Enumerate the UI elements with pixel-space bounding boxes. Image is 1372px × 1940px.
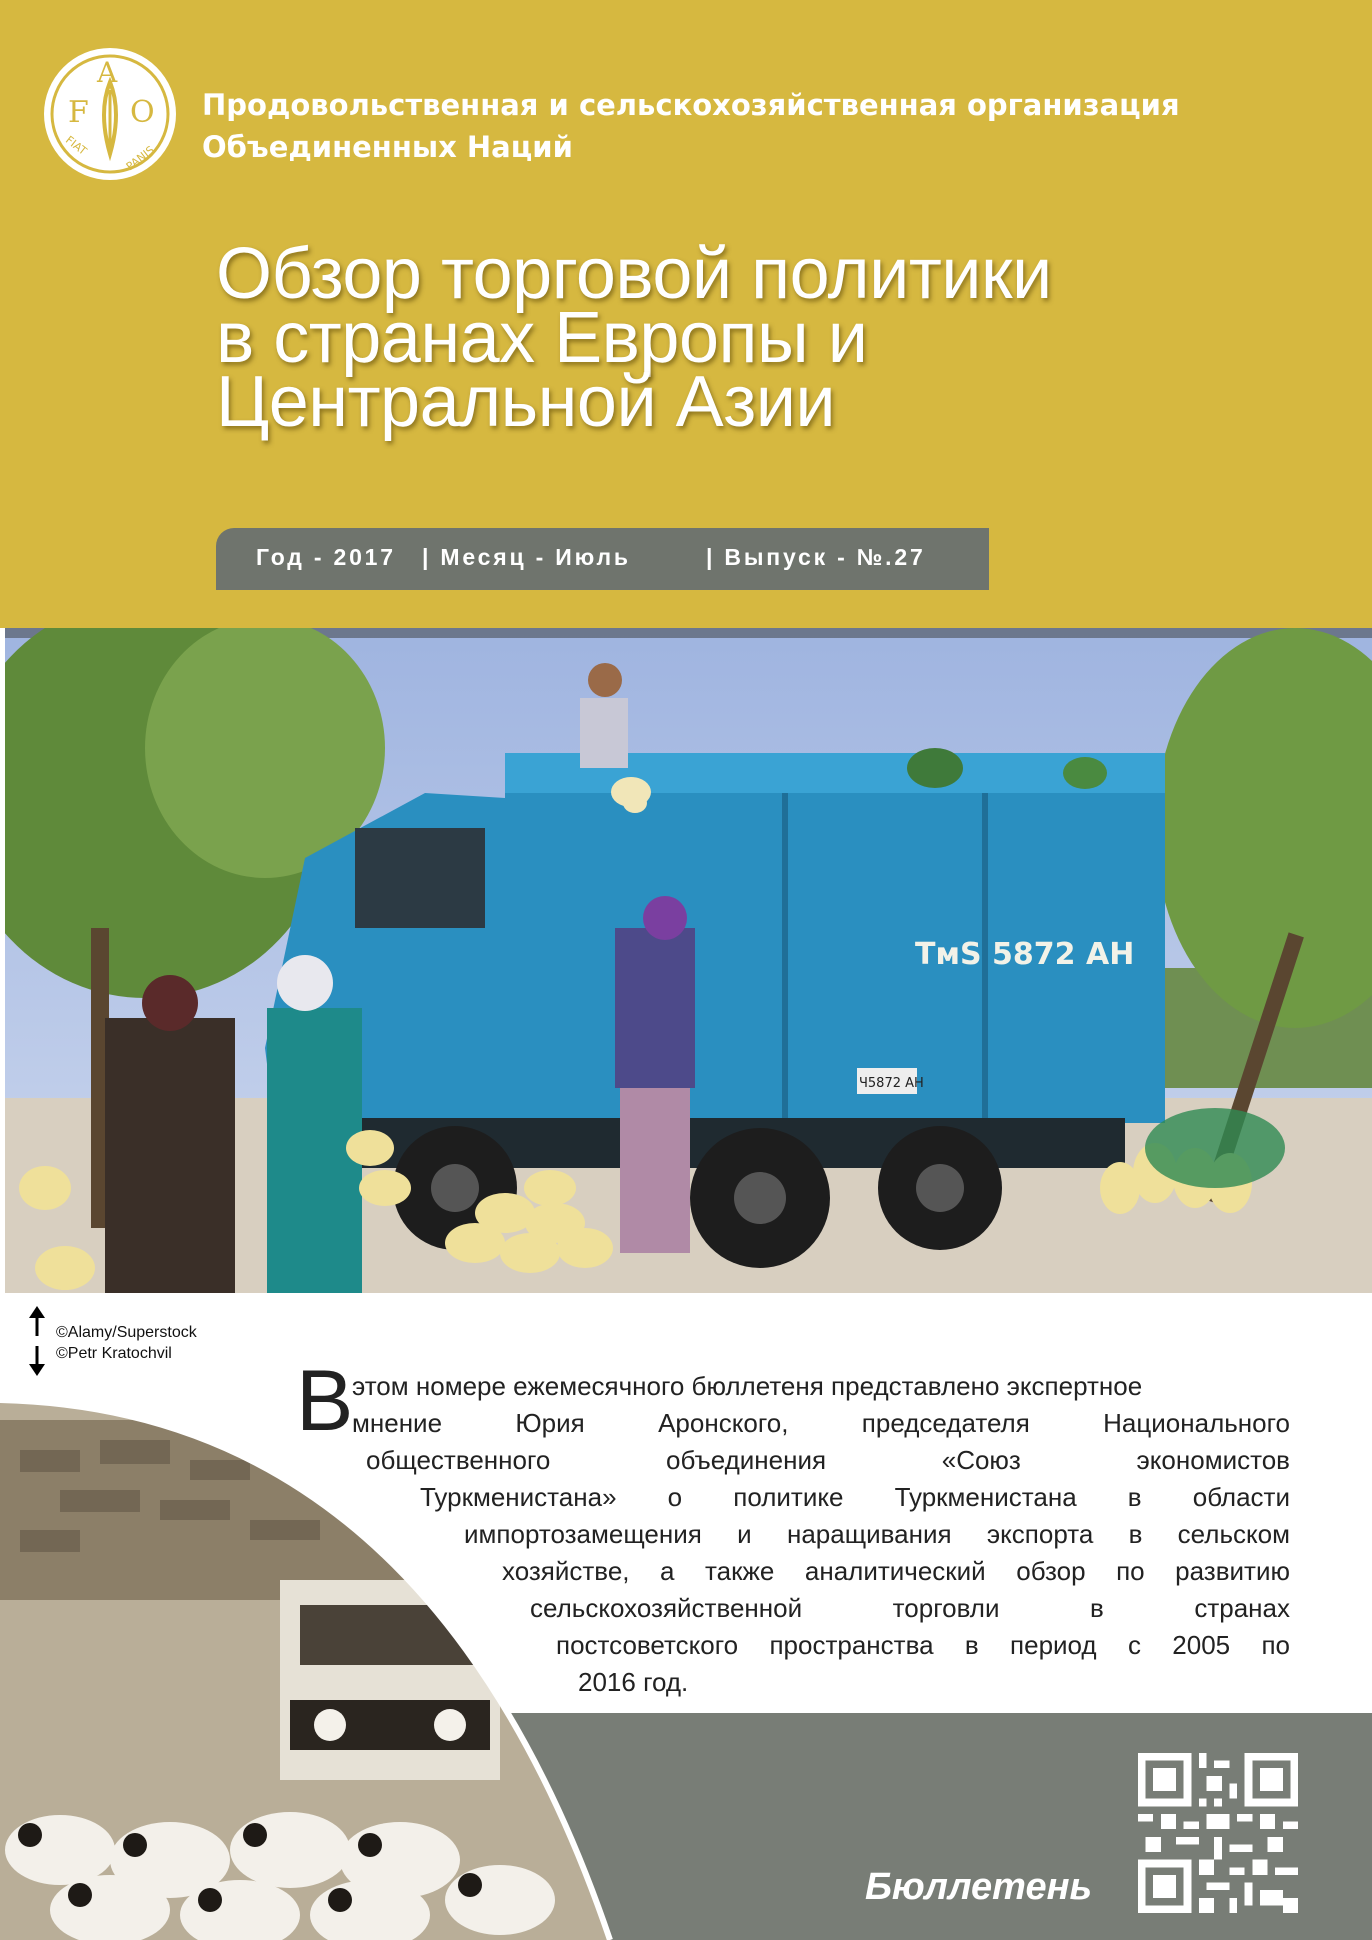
qr-code-icon xyxy=(1138,1753,1298,1913)
svg-text:PANIS: PANIS xyxy=(123,143,157,174)
title-line-2: в странах Европы и xyxy=(216,298,868,378)
intro-line-8: постсоветского пространства в период с 2005 по xyxy=(556,1630,1290,1660)
intro-line-6: хозяйстве, а также аналитический обзор по развитию xyxy=(502,1556,1290,1586)
intro-line-3: общественного объединения «Союз экономистов xyxy=(366,1445,1290,1475)
credit-arrows-icon xyxy=(22,1306,52,1376)
svg-text:F: F xyxy=(68,95,89,130)
intro-paragraph xyxy=(230,1353,1290,1698)
svg-text:A: A xyxy=(97,56,118,89)
publication-title xyxy=(216,234,1052,442)
svg-text:ТмS 5872 АН: ТмS 5872 АН xyxy=(915,937,1135,972)
intro-line-9: 2016 год. xyxy=(578,1667,689,1697)
photo-credit-top: ©Alamy/Superstock xyxy=(56,1324,197,1341)
photo-credit-bottom: ©Petr Kratochvil xyxy=(56,1345,172,1362)
intro-line-2: мнение Юрия Аронского, председателя Национального xyxy=(352,1408,1290,1438)
issue-number: | Выпуск - №.27 xyxy=(706,544,926,570)
svg-text:O: O xyxy=(130,95,155,130)
intro-line-1-text: этом номере ежемесячного бюллетеня представлено экспертное xyxy=(352,1371,1143,1401)
intro-line-1 xyxy=(352,1368,1290,1405)
svg-text:FIAT: FIAT xyxy=(63,133,90,158)
organization-name-line1: Продовольственная и сельскохозяйственная организация xyxy=(202,88,1180,122)
title-line-3: Центральной Азии xyxy=(216,362,836,442)
issue-year: Год - 2017 xyxy=(256,544,396,570)
fao-logo-icon xyxy=(40,44,180,184)
cover-header xyxy=(0,0,1372,628)
issue-info-bar xyxy=(216,528,989,590)
svg-text:Ч5872 АН: Ч5872 АН xyxy=(859,1076,924,1091)
drop-cap: В xyxy=(296,1353,354,1449)
title-line-1: Обзор торговой политики xyxy=(216,234,1052,314)
intro-line-7: сельскохозяйственной торговли в странах xyxy=(530,1593,1290,1623)
organization-name xyxy=(202,84,1180,168)
intro-line-4: Туркменистана» о политике Туркменистана в области xyxy=(420,1482,1290,1512)
issue-month: | Месяц - Июль xyxy=(422,544,631,570)
organization-name-line2: Объединенных Наций xyxy=(202,130,573,164)
intro-line-5: импортозамещения и наращивания экспорта в сельском xyxy=(464,1519,1290,1549)
bulletin-label: Бюллетень xyxy=(865,1866,1093,1908)
cover-photo-melon-truck xyxy=(5,628,1372,1293)
